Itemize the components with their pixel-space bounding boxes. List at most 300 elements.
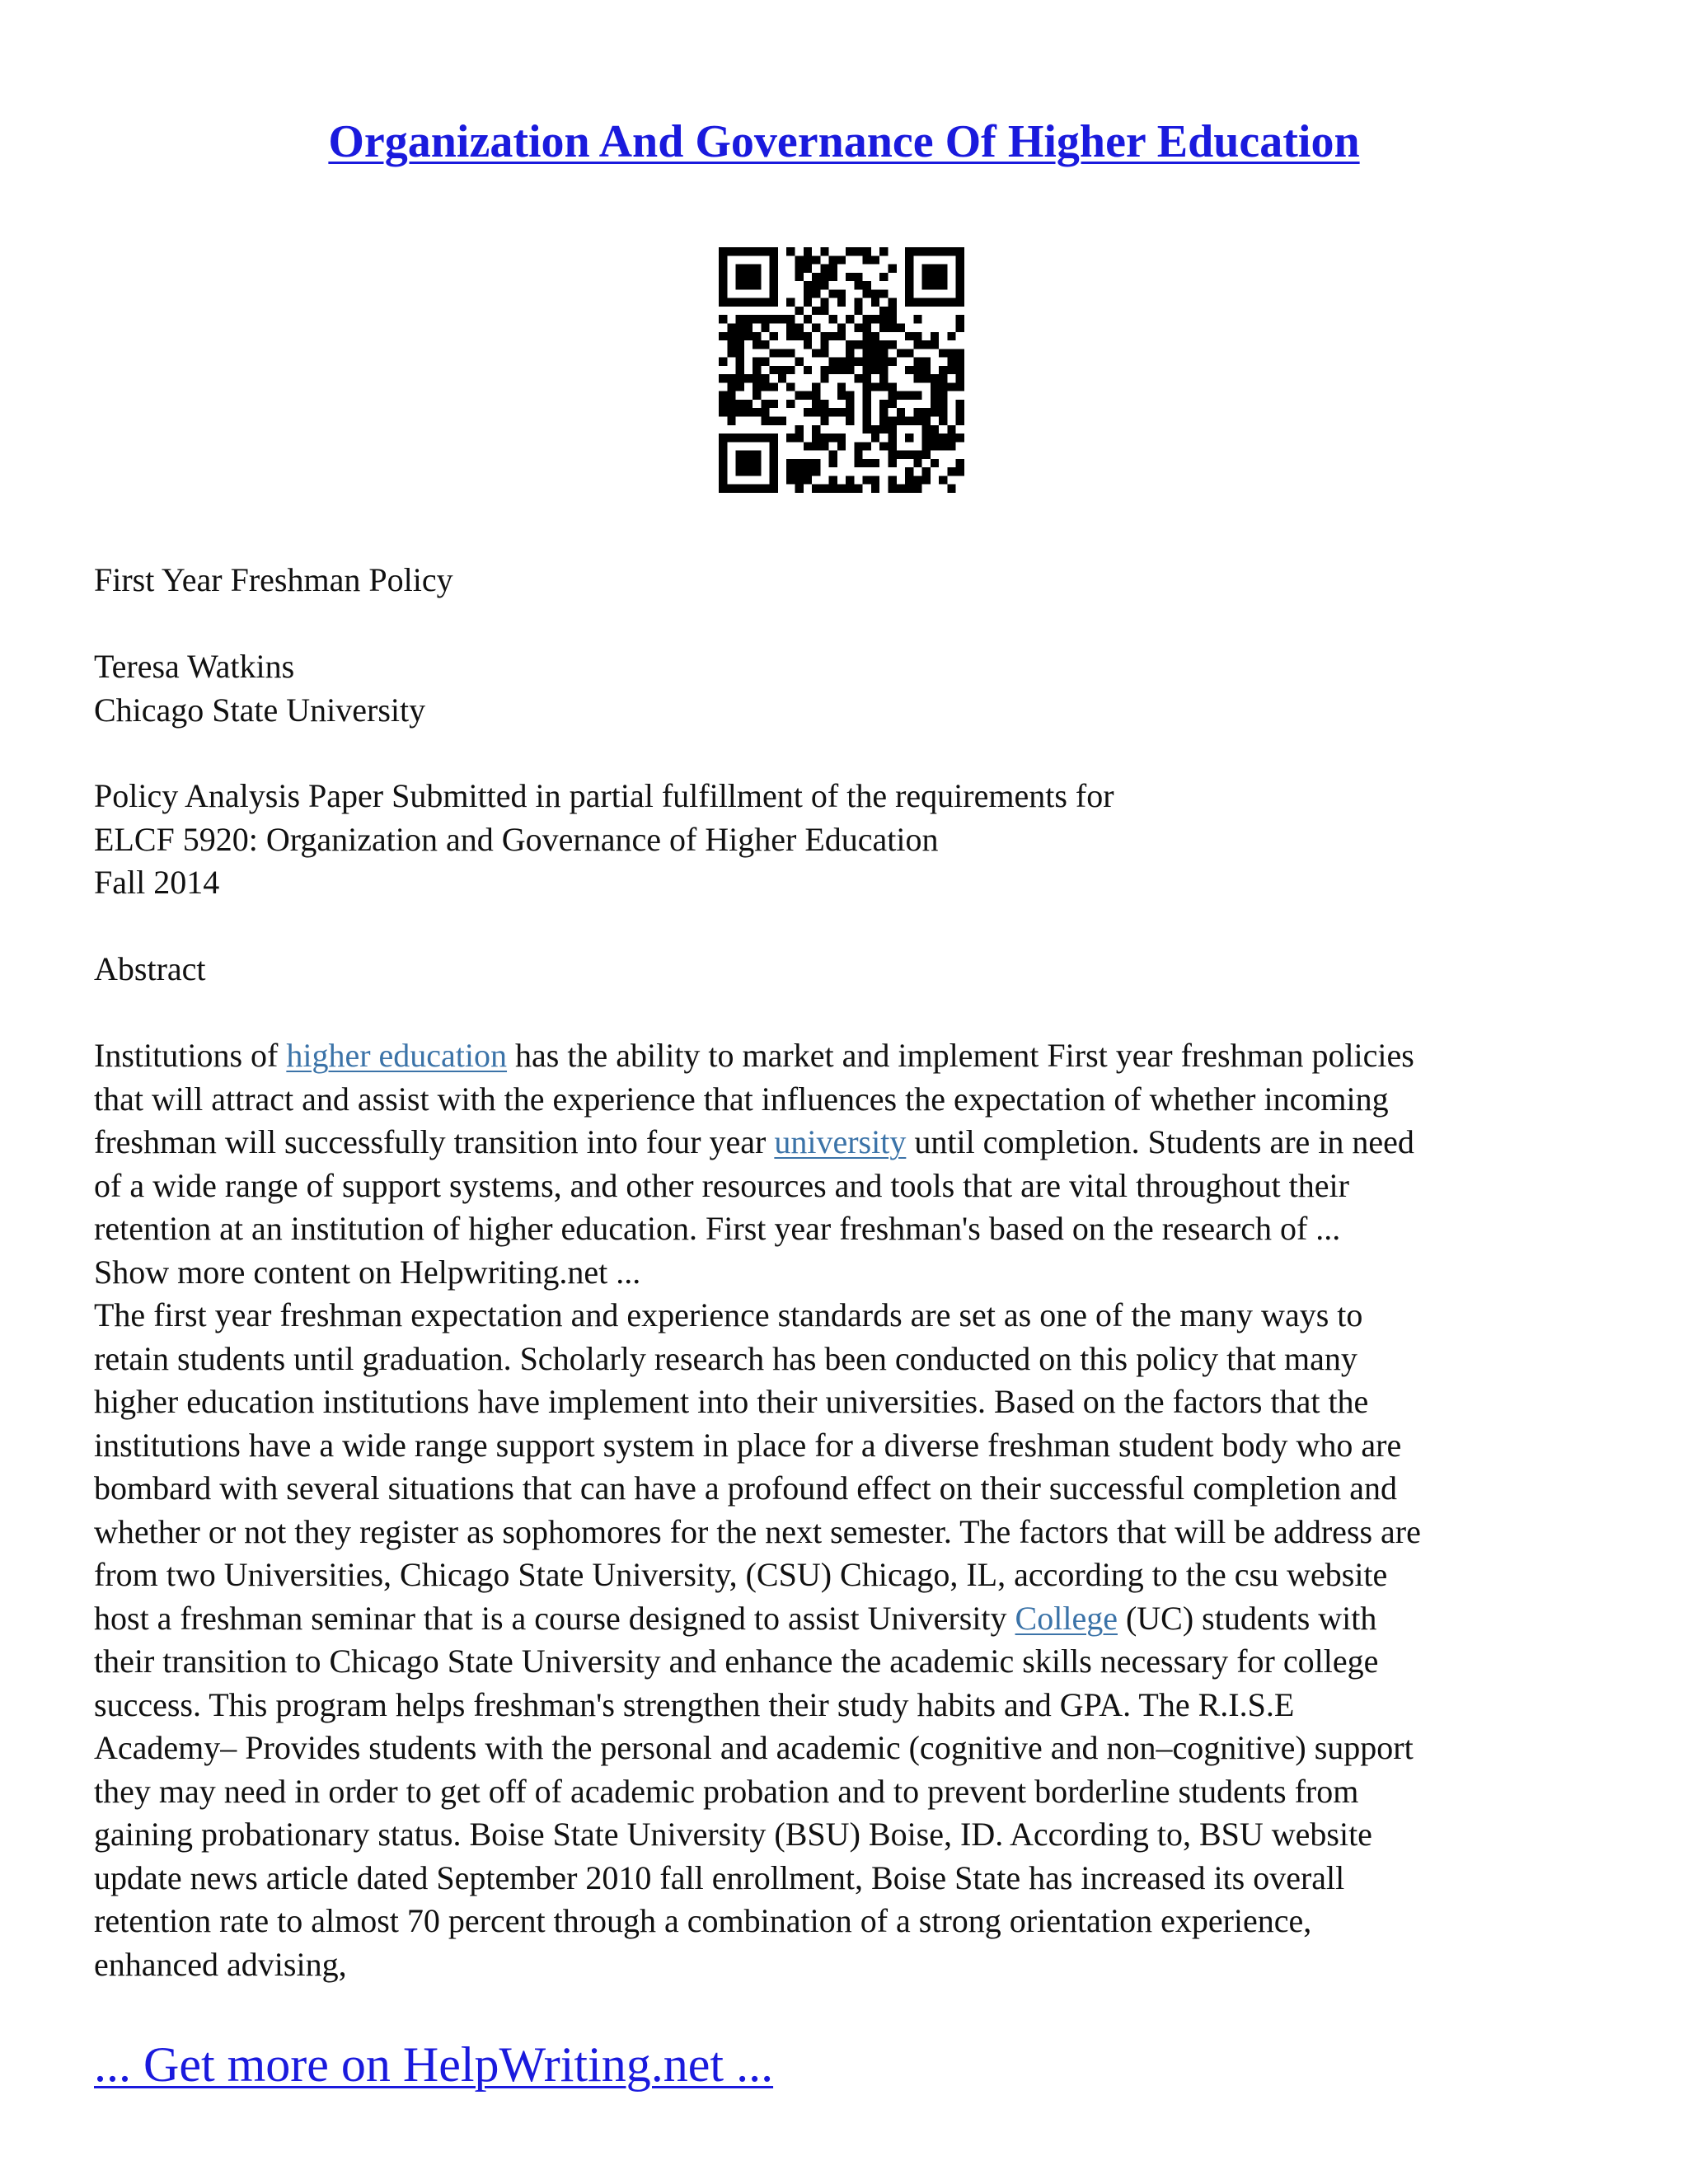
qr-module — [812, 434, 820, 442]
qr-module — [931, 391, 939, 400]
qr-module — [956, 408, 964, 416]
qr-module — [744, 374, 753, 382]
qr-module — [889, 425, 897, 434]
qr-module — [939, 298, 947, 307]
qr-module — [905, 281, 913, 289]
qr-module — [863, 417, 871, 425]
qr-module — [863, 374, 871, 382]
body-line: retention rate to almost 70 percent through a combination of a strong orientation experience, — [94, 1902, 1312, 1939]
qr-module — [905, 273, 913, 281]
qr-module — [719, 442, 727, 450]
qr-module — [956, 417, 964, 425]
qr-module — [786, 349, 795, 357]
qr-module — [812, 289, 820, 298]
qr-module — [837, 442, 846, 450]
qr-module — [761, 247, 769, 255]
link-college[interactable]: College — [1015, 1599, 1118, 1637]
qr-module — [744, 323, 753, 331]
qr-module — [931, 265, 939, 273]
qr-module — [931, 459, 939, 467]
qr-module — [736, 315, 744, 323]
qr-module — [795, 332, 803, 340]
qr-module — [913, 366, 921, 374]
qr-module — [829, 434, 837, 442]
paper-title: First Year Freshman Policy — [94, 561, 453, 598]
text-run: host a freshman seminar that is a course designed to assist University — [94, 1599, 1015, 1637]
qr-module — [931, 247, 939, 255]
body-line: The first year freshman expectation and experience standards are set as one of the many ways to — [94, 1296, 1363, 1333]
qr-module — [837, 298, 846, 307]
qr-module — [947, 247, 955, 255]
qr-module — [879, 382, 888, 391]
qr-module — [820, 307, 828, 315]
qr-module — [829, 451, 837, 459]
qr-module — [905, 289, 913, 298]
qr-module — [922, 265, 931, 273]
qr-module — [897, 451, 905, 459]
qr-module — [786, 434, 795, 442]
qr-module — [956, 382, 964, 391]
qr-module — [770, 434, 778, 442]
qr-module — [889, 485, 897, 493]
submission-term: Fall 2014 — [94, 864, 220, 901]
body-line: retain students until graduation. Scholarly research has been conducted on this policy that many — [94, 1339, 1357, 1377]
qr-module — [829, 408, 837, 416]
qr-module — [829, 265, 837, 273]
qr-module — [837, 434, 846, 442]
qr-module — [956, 255, 964, 264]
qr-module — [736, 281, 744, 289]
qr-module — [727, 382, 735, 391]
qr-module — [727, 417, 735, 425]
qr-module — [753, 391, 761, 400]
link-higher-education[interactable]: higher education — [286, 1037, 508, 1074]
qr-module — [778, 417, 786, 425]
qr-module — [761, 358, 769, 366]
body-line: enhanced advising, — [94, 1945, 347, 1983]
qr-module — [863, 408, 871, 416]
qr-module — [804, 281, 812, 289]
qr-module — [770, 417, 778, 425]
author-institution: Chicago State University — [94, 691, 426, 729]
qr-module — [719, 451, 727, 459]
qr-module — [719, 459, 727, 467]
qr-module — [804, 476, 812, 484]
qr-module — [753, 340, 761, 349]
qr-module — [727, 349, 735, 357]
qr-module — [753, 485, 761, 493]
qr-module — [889, 400, 897, 408]
qr-module — [736, 349, 744, 357]
qr-module — [939, 349, 947, 357]
qr-module — [795, 323, 803, 331]
qr-module — [812, 485, 820, 493]
qr-module — [947, 358, 955, 366]
qr-module — [897, 485, 905, 493]
qr-module — [837, 366, 846, 374]
qr-module — [736, 451, 744, 459]
qr-module — [871, 255, 879, 264]
qr-module — [837, 382, 846, 391]
qr-module — [905, 391, 913, 400]
qr-module — [770, 255, 778, 264]
qr-module — [786, 476, 795, 484]
qr-module — [897, 391, 905, 400]
qr-module — [744, 467, 753, 476]
qr-module — [812, 307, 820, 315]
qr-module — [829, 485, 837, 493]
qr-module — [770, 485, 778, 493]
qr-module — [736, 358, 744, 366]
body-line: update news article dated September 2010 fall enrollment, Boise State has increased its overall — [94, 1858, 1345, 1896]
qr-module — [863, 255, 871, 264]
qr-module — [939, 476, 947, 484]
qr-module — [879, 442, 888, 450]
qr-module — [913, 417, 921, 425]
qr-module — [804, 391, 812, 400]
qr-module — [786, 366, 795, 374]
qr-module — [879, 349, 888, 357]
qr-module — [879, 425, 888, 434]
qr-module — [939, 408, 947, 416]
qr-module — [913, 451, 921, 459]
text-run: has the ability to market and implement First year freshman policies — [507, 1037, 1414, 1074]
qr-module — [863, 366, 871, 374]
qr-module — [812, 408, 820, 416]
qr-module — [922, 298, 931, 307]
qr-module — [770, 315, 778, 323]
qr-module — [871, 298, 879, 307]
qr-module — [719, 358, 727, 366]
qr-module — [913, 485, 921, 493]
link-university[interactable]: university — [774, 1123, 907, 1160]
qr-module — [812, 459, 820, 467]
qr-module — [871, 315, 879, 323]
qr-module — [829, 332, 837, 340]
show-more-line: Show more content on Helpwriting.net ... — [94, 1253, 641, 1291]
qr-module — [863, 476, 871, 484]
qr-module — [736, 366, 744, 374]
qr-module — [879, 366, 888, 374]
text-run: freshman will successfully transition into four year — [94, 1123, 775, 1160]
qr-module — [863, 442, 871, 450]
qr-module — [786, 315, 795, 323]
qr-module — [736, 323, 744, 331]
qr-module — [871, 382, 879, 391]
qr-module — [795, 265, 803, 273]
qr-module — [922, 451, 931, 459]
qr-module — [736, 408, 744, 416]
qr-module — [846, 391, 854, 400]
qr-module — [863, 358, 871, 366]
qr-module — [812, 349, 820, 357]
body-line: bombard with several situations that can have a profound effect on their successful completion and — [94, 1469, 1397, 1507]
text-run: until completion. Students are in need — [906, 1123, 1414, 1160]
qr-module — [956, 358, 964, 366]
qr-module — [795, 255, 803, 264]
qr-module — [820, 298, 828, 307]
qr-module — [871, 459, 879, 467]
qr-module — [736, 332, 744, 340]
qr-module — [871, 358, 879, 366]
qr-module — [931, 374, 939, 382]
qr-module — [956, 400, 964, 408]
qr-module — [956, 298, 964, 307]
document-title — [0, 114, 1688, 170]
qr-module — [931, 408, 939, 416]
text-run: (UC) students with — [1117, 1599, 1377, 1637]
qr-module — [736, 374, 744, 382]
qr-module — [947, 366, 955, 374]
qr-module — [879, 323, 888, 331]
qr-module — [812, 382, 820, 391]
qr-module — [736, 265, 744, 273]
qr-module — [939, 434, 947, 442]
body-line — [94, 1597, 1611, 1641]
author-block — [94, 645, 1611, 732]
qr-module — [956, 434, 964, 442]
qr-module — [719, 255, 727, 264]
qr-module — [744, 265, 753, 273]
get-more-link[interactable]: ... Get more on HelpWriting.net ... — [94, 2037, 774, 2092]
qr-module — [931, 340, 939, 349]
qr-module — [770, 382, 778, 391]
qr-module — [922, 442, 931, 450]
qr-module — [753, 358, 761, 366]
qr-module — [871, 485, 879, 493]
qr-module — [753, 265, 761, 273]
qr-module — [744, 459, 753, 467]
qr-module — [837, 358, 846, 366]
qr-module — [753, 451, 761, 459]
qr-module — [795, 273, 803, 281]
qr-module — [922, 273, 931, 281]
qr-module — [939, 400, 947, 408]
qr-module — [727, 332, 735, 340]
qr-module — [846, 358, 854, 366]
qr-module — [956, 289, 964, 298]
qr-module — [820, 332, 828, 340]
qr-module — [804, 340, 812, 349]
qr-module — [761, 485, 769, 493]
qr-module — [889, 442, 897, 450]
qr-module — [897, 417, 905, 425]
qr-module — [922, 425, 931, 434]
qr-module — [736, 485, 744, 493]
qr-module — [829, 459, 837, 467]
qr-module — [719, 400, 727, 408]
qr-module — [956, 349, 964, 357]
qr-module — [905, 265, 913, 273]
qr-module — [931, 434, 939, 442]
qr-module — [863, 400, 871, 408]
qr-module — [947, 349, 955, 357]
qr-module — [863, 247, 871, 255]
body-line: Academy– Provides students with the personal and academic (cognitive and non–cognitive) support — [94, 1729, 1414, 1766]
qr-module — [727, 298, 735, 307]
qr-module — [719, 391, 727, 400]
qr-module — [812, 400, 820, 408]
qr-module — [761, 374, 769, 382]
qr-module — [770, 265, 778, 273]
qr-module — [753, 332, 761, 340]
qr-module — [719, 273, 727, 281]
qr-module — [727, 374, 735, 382]
body-line: whether or not they register as sophomores for the next semester. The factors that will be address are — [94, 1512, 1421, 1550]
qr-module — [770, 459, 778, 467]
body-line: success. This program helps freshman's strengthen their study habits and GPA. The R.I.S.E — [94, 1685, 1295, 1723]
qr-module — [956, 281, 964, 289]
submission-line-2: ELCF 5920: Organization and Governance of Higher Education — [94, 820, 939, 858]
qr-module — [922, 408, 931, 416]
qr-module — [922, 281, 931, 289]
qr-module — [931, 332, 939, 340]
qr-module — [846, 315, 854, 323]
qr-module — [947, 434, 955, 442]
qr-module — [744, 408, 753, 416]
qr-module — [939, 265, 947, 273]
qr-module — [786, 298, 795, 307]
qr-module — [804, 265, 812, 273]
qr-module — [931, 273, 939, 281]
qr-module — [753, 366, 761, 374]
qr-module — [753, 382, 761, 391]
body-line: gaining probationary status. Boise State University (BSU) Boise, ID. According to, BSU website — [94, 1816, 1372, 1853]
qr-module — [829, 358, 837, 366]
qr-module — [719, 289, 727, 298]
qr-module — [744, 315, 753, 323]
qr-module — [727, 323, 735, 331]
qr-module — [753, 273, 761, 281]
paper-title-block — [94, 559, 1611, 602]
qr-module — [770, 349, 778, 357]
qr-module — [846, 485, 854, 493]
qr-module — [939, 382, 947, 391]
qr-module — [846, 366, 854, 374]
qr-module — [820, 247, 828, 255]
title-link[interactable]: Organization And Governance Of Higher Education — [328, 116, 1360, 167]
qr-module — [744, 247, 753, 255]
qr-module — [956, 459, 964, 467]
qr-module — [829, 289, 837, 298]
qr-module — [913, 358, 921, 366]
qr-module — [770, 281, 778, 289]
qr-module — [922, 374, 931, 382]
qr-module — [804, 255, 812, 264]
qr-module — [939, 366, 947, 374]
qr-module — [897, 349, 905, 357]
qr-module — [879, 400, 888, 408]
qr-module — [854, 485, 862, 493]
qr-module — [795, 358, 803, 366]
qr-module — [736, 434, 744, 442]
qr-module — [947, 298, 955, 307]
qr-module — [931, 442, 939, 450]
qr-module — [761, 315, 769, 323]
qr-module — [829, 476, 837, 484]
qr-module — [947, 332, 955, 340]
qr-module — [812, 273, 820, 281]
qr-module — [736, 459, 744, 467]
qr-module — [770, 273, 778, 281]
qr-module — [804, 408, 812, 416]
qr-module — [778, 374, 786, 382]
qr-module — [871, 476, 879, 484]
qr-module — [913, 374, 921, 382]
qr-module — [837, 289, 846, 298]
qr-module — [889, 265, 897, 273]
qr-module — [820, 340, 828, 349]
qr-module — [863, 340, 871, 349]
qr-module — [889, 358, 897, 366]
qr-module — [905, 434, 913, 442]
qr-module — [905, 467, 913, 476]
qr-module — [879, 340, 888, 349]
qr-module — [889, 476, 897, 484]
qr-module — [736, 247, 744, 255]
qr-module — [786, 467, 795, 476]
qr-module — [846, 476, 854, 484]
body-line: institutions have a wide range support system in place for a diverse freshman student body who are — [94, 1426, 1402, 1464]
qr-module — [786, 382, 795, 391]
qr-module — [922, 366, 931, 374]
qr-module — [744, 273, 753, 281]
qr-module — [744, 485, 753, 493]
qr-module — [913, 459, 921, 467]
abstract-line — [94, 1121, 1611, 1165]
qr-module — [846, 247, 854, 255]
qr-module — [786, 247, 795, 255]
qr-module — [770, 476, 778, 484]
qr-module — [795, 459, 803, 467]
qr-module — [913, 408, 921, 416]
qr-module — [956, 467, 964, 476]
qr-module — [913, 332, 921, 340]
qr-code-icon — [719, 247, 964, 493]
qr-module — [863, 349, 871, 357]
qr-module — [778, 315, 786, 323]
qr-module — [913, 315, 921, 323]
qr-module — [854, 298, 862, 307]
qr-module — [761, 408, 769, 416]
qr-module — [854, 442, 862, 450]
qr-module — [753, 281, 761, 289]
qr-module — [905, 332, 913, 340]
qr-module — [753, 298, 761, 307]
qr-module — [753, 434, 761, 442]
qr-module — [719, 265, 727, 273]
qr-module — [837, 485, 846, 493]
qr-module — [863, 332, 871, 340]
body-line: higher education institutions have implement into their universities. Based on the factors that the — [94, 1383, 1369, 1420]
qr-module — [939, 391, 947, 400]
body-line: their transition to Chicago State University and enhance the academic skills necessary for college — [94, 1643, 1379, 1680]
qr-module — [863, 315, 871, 323]
qr-module — [744, 434, 753, 442]
qr-module — [871, 289, 879, 298]
qr-module — [736, 400, 744, 408]
qr-module — [753, 408, 761, 416]
text-run: Institutions of — [94, 1037, 287, 1074]
qr-module — [889, 391, 897, 400]
qr-module — [905, 485, 913, 493]
qr-module — [812, 391, 820, 400]
qr-module — [829, 255, 837, 264]
qr-module — [854, 459, 862, 467]
qr-module — [897, 323, 905, 331]
qr-module — [719, 467, 727, 476]
qr-module — [846, 408, 854, 416]
